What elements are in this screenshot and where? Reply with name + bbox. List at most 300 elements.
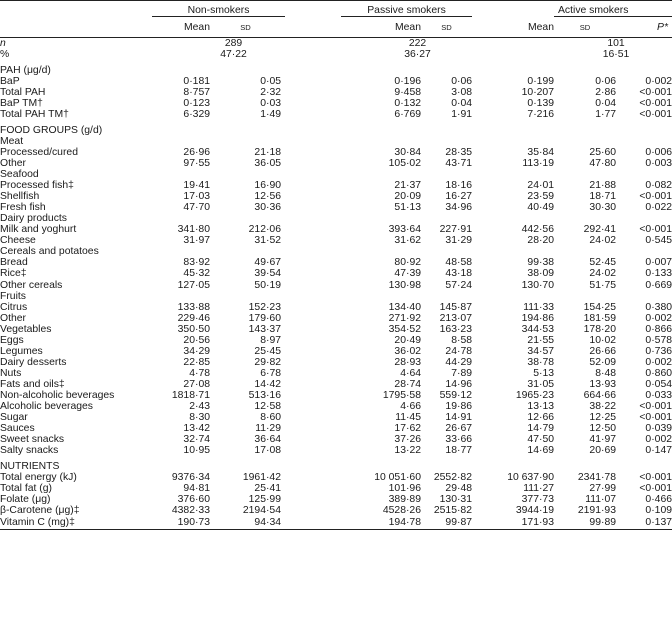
value-cell: 11·45: [395, 412, 421, 424]
value-cell: 3944·19: [515, 505, 554, 517]
value-cell: 34·96: [445, 202, 472, 214]
value-cell: 0·866: [645, 323, 672, 335]
spacer: [285, 346, 341, 357]
value-cell: 9376·34: [171, 472, 210, 484]
value-cell: 271·92: [388, 312, 421, 324]
value-cell: 154·25: [583, 301, 616, 313]
value-cell: 34·29: [183, 345, 210, 357]
value-cell: 212·06: [248, 224, 281, 236]
value-cell: 17·62: [394, 423, 421, 435]
value-cell: 134·40: [388, 301, 421, 313]
row-label: Folate (μg): [0, 494, 51, 506]
table-row: [0, 257, 672, 268]
table-body: [0, 1, 672, 530]
table-row: [0, 191, 672, 202]
value-cell: 27·99: [589, 483, 616, 495]
spacer: [285, 412, 341, 423]
table-row: [0, 109, 672, 120]
value-cell: 0·860: [645, 367, 672, 379]
value-cell: 36·64: [254, 434, 281, 446]
value-cell: 0·006: [645, 146, 672, 158]
row-label: Salty snacks: [0, 445, 59, 457]
value-cell: 130·70: [521, 279, 554, 291]
category-row: [0, 291, 672, 302]
value-cell: 0·002: [645, 312, 672, 324]
value-cell: 2515·82: [433, 505, 472, 517]
value-cell: 0·380: [645, 301, 672, 313]
table-row: [0, 335, 672, 346]
value-cell: 194·78: [388, 516, 421, 528]
row-label: Other: [0, 158, 26, 170]
value-cell: 4382·33: [171, 505, 210, 517]
spacer: [285, 335, 341, 346]
row-label: Sugar: [0, 412, 28, 424]
value-cell: 7·216: [527, 108, 554, 120]
row-label: Total PAH: [0, 86, 46, 98]
value-cell: 36·02: [394, 345, 421, 357]
value-cell: 43·18: [445, 268, 472, 280]
value-cell: 190·73: [177, 516, 210, 528]
value-cell: 27·08: [183, 378, 210, 390]
value-cell: 1·91: [451, 108, 472, 120]
row-label: %: [0, 48, 10, 60]
value-cell: 97·55: [183, 158, 210, 170]
value-cell: 21·55: [527, 334, 554, 346]
value-cell: 229·46: [177, 312, 210, 324]
row-label: Seafood: [0, 169, 39, 181]
value-cell: 0·137: [645, 516, 672, 528]
col-p-value: P*: [657, 21, 668, 33]
value-cell: 0·05: [260, 75, 281, 87]
table-row: [0, 357, 672, 368]
value-cell: 8·757: [183, 86, 210, 98]
row-label: Milk and yoghurt: [0, 224, 77, 236]
group-active-smokers: Active smokers: [554, 5, 672, 17]
value-cell: <0·001: [639, 472, 672, 484]
value-cell: 4·66: [400, 401, 421, 413]
spacer: [285, 302, 341, 313]
spacer: [285, 423, 341, 434]
value-cell: 38·22: [589, 401, 616, 413]
value-cell: 0·002: [645, 75, 672, 87]
value-cell: 0·022: [645, 202, 672, 214]
value-cell: 6·78: [260, 367, 281, 379]
value-cell: 227·91: [439, 224, 472, 236]
value-cell: 21·37: [394, 180, 421, 192]
value-cell: 29·48: [445, 483, 472, 495]
value-cell: 29·82: [254, 356, 281, 368]
value-cell: 99·87: [445, 516, 472, 528]
table-row: [0, 434, 672, 445]
value-cell: 0·04: [451, 97, 472, 109]
value-cell: 24·78: [445, 345, 472, 357]
row-label: Fruits: [0, 290, 26, 302]
spacer: [285, 235, 341, 246]
value-cell: 28·93: [394, 356, 421, 368]
spacer: [285, 202, 341, 213]
section-title: NUTRIENTS: [0, 461, 60, 473]
value-cell: 10·207: [521, 86, 554, 98]
group-value: 222: [408, 37, 427, 49]
value-cell: 17·03: [183, 191, 210, 203]
table-row: [0, 313, 672, 324]
value-cell: 33·66: [445, 434, 472, 446]
table-row: [0, 202, 672, 213]
value-cell: 0·003: [645, 158, 672, 170]
value-cell: 52·09: [589, 356, 616, 368]
value-cell: 6·329: [183, 108, 210, 120]
row-label: Fats and oils‡: [0, 378, 65, 390]
value-cell: 5·13: [533, 367, 554, 379]
value-cell: 113·19: [522, 158, 554, 170]
value-cell: 0·196: [394, 75, 421, 87]
value-cell: 171·93: [521, 516, 554, 528]
value-cell: <0·001: [639, 108, 672, 120]
value-cell: 28·74: [394, 378, 421, 390]
value-cell: 354·52: [388, 323, 421, 335]
row-label: Cheese: [0, 235, 36, 247]
value-cell: 181·59: [583, 312, 616, 324]
table-row: [0, 324, 672, 335]
spacer: [285, 224, 341, 235]
row-label: Processed/cured: [0, 146, 78, 158]
value-cell: 28·20: [527, 235, 554, 247]
table-row: [0, 505, 672, 516]
table-row: [0, 445, 672, 456]
value-cell: 31·05: [527, 378, 554, 390]
value-cell: 1961·42: [242, 472, 281, 484]
row-label: Dairy desserts: [0, 356, 67, 368]
value-cell: 30·84: [394, 146, 421, 158]
value-cell: 0·147: [645, 445, 672, 457]
row-label: Nuts: [0, 367, 22, 379]
row-label: Shellfish: [0, 191, 40, 203]
value-cell: 0·002: [645, 356, 672, 368]
row-label: Meat: [0, 135, 24, 147]
table-row: [0, 98, 672, 109]
value-cell: 8·60: [260, 412, 281, 424]
row-label: Other: [0, 312, 26, 324]
value-cell: 16·90: [254, 180, 281, 192]
spacer: [472, 49, 554, 60]
value-cell: 377·73: [521, 494, 554, 506]
row-label: Cereals and potatoes: [0, 246, 99, 258]
value-cell: 26·96: [183, 146, 210, 158]
spacer: [285, 280, 341, 291]
spacer: [285, 109, 341, 120]
value-cell: <0·001: [639, 412, 672, 424]
value-cell: 130·31: [439, 494, 472, 506]
group-value: 16·51: [602, 48, 630, 60]
value-cell: 8·48: [595, 367, 616, 379]
value-cell: 25·45: [254, 345, 281, 357]
category-row: [0, 213, 672, 224]
value-cell: 105·02: [388, 158, 421, 170]
value-cell: 10·95: [183, 445, 210, 457]
value-cell: 1818·71: [171, 390, 210, 401]
value-cell: 2·43: [189, 401, 210, 413]
value-cell: 83·92: [183, 257, 210, 269]
value-cell: 20·69: [589, 445, 616, 457]
value-cell: 14·79: [527, 423, 554, 435]
value-cell: 51·13: [394, 202, 421, 214]
value-cell: 0·03: [260, 97, 281, 109]
value-cell: 10 051·60: [374, 472, 421, 484]
table-row: [0, 517, 672, 528]
value-cell: 341·80: [177, 224, 210, 236]
value-cell: 19·41: [183, 180, 210, 192]
row-label: Non-alcoholic beverages: [0, 390, 115, 401]
pct-row: [0, 49, 672, 60]
row-label: Sauces: [0, 423, 35, 435]
value-cell: 0·669: [645, 279, 672, 291]
value-cell: 10 637·90: [507, 472, 554, 484]
col-sd: SD: [441, 22, 452, 32]
value-cell: 213·07: [439, 312, 472, 324]
row-label: Vitamin C (mg)‡: [0, 516, 75, 528]
value-cell: 13·42: [183, 423, 210, 435]
value-cell: 0·054: [645, 378, 672, 390]
value-cell: 13·13: [527, 401, 554, 413]
value-cell: 0·082: [645, 180, 672, 192]
spacer: [285, 517, 341, 528]
value-cell: 25·41: [254, 483, 281, 495]
value-cell: 2191·93: [577, 505, 616, 517]
value-cell: 39·54: [254, 268, 281, 280]
value-cell: 8·58: [451, 334, 472, 346]
value-cell: 0·133: [645, 268, 672, 280]
row-label: Dairy products: [0, 213, 67, 225]
row-label: Alcoholic beverages: [0, 401, 93, 413]
value-cell: 99·89: [589, 516, 616, 528]
value-cell: 47·39: [394, 268, 421, 280]
column-header-row: [0, 17, 672, 33]
value-cell: 1795·58: [382, 390, 421, 401]
spacer: [285, 257, 341, 268]
row-label: Rice‡: [0, 268, 27, 280]
value-cell: 111·27: [523, 483, 554, 495]
group-value: 47·22: [220, 48, 247, 60]
value-cell: 2341·78: [577, 472, 616, 484]
group-value: 36·27: [404, 48, 431, 60]
value-cell: 8·97: [260, 334, 281, 346]
value-cell: <0·001: [639, 224, 672, 236]
value-cell: 99·38: [527, 257, 554, 269]
value-cell: 47·70: [183, 202, 210, 214]
value-cell: 45·32: [183, 268, 210, 280]
value-cell: 94·81: [183, 483, 210, 495]
value-cell: 52·45: [589, 257, 616, 269]
value-cell: 14·91: [445, 412, 472, 424]
value-cell: 80·92: [394, 257, 421, 269]
value-cell: 31·52: [254, 235, 281, 247]
value-cell: 14·69: [527, 445, 554, 457]
value-cell: 0·007: [645, 257, 672, 269]
value-cell: <0·001: [639, 483, 672, 495]
table-row: [0, 268, 672, 279]
row-label: Other cereals: [0, 279, 63, 291]
value-cell: 47·80: [589, 158, 616, 170]
row-label: Bread: [0, 257, 28, 269]
value-cell: 28·35: [445, 146, 472, 158]
value-cell: 393·64: [388, 224, 421, 236]
col-sd: SD: [579, 22, 591, 32]
spacer: [285, 37, 341, 49]
group-header-row: [0, 5, 672, 17]
value-cell: 6·769: [394, 108, 421, 120]
table-row: [0, 147, 672, 158]
value-cell: 31·29: [445, 235, 472, 247]
value-cell: 2·32: [260, 86, 281, 98]
table-row: [0, 346, 672, 357]
spacer: [285, 368, 341, 379]
table-row: [0, 368, 672, 379]
value-cell: 35·84: [527, 146, 554, 158]
value-cell: 57·24: [445, 279, 472, 291]
value-cell: 18·77: [445, 445, 472, 457]
value-cell: 30·36: [254, 202, 281, 214]
value-cell: 513·16: [248, 390, 281, 401]
value-cell: 41·97: [589, 434, 616, 446]
value-cell: 1·49: [260, 108, 281, 120]
row-label: Fresh fish: [0, 202, 46, 214]
value-cell: 14·96: [445, 378, 472, 390]
value-cell: 0·06: [451, 75, 472, 87]
value-cell: 130·98: [388, 279, 421, 291]
value-cell: 350·50: [177, 323, 210, 335]
category-row: [0, 169, 672, 180]
value-cell: 11·29: [255, 423, 281, 435]
value-cell: 145·87: [439, 301, 472, 313]
value-cell: 48·58: [445, 257, 472, 269]
n-row: [0, 37, 672, 49]
value-cell: 0·545: [645, 235, 672, 247]
value-cell: 442·56: [521, 224, 554, 236]
value-cell: 20·09: [394, 191, 421, 203]
value-cell: 152·23: [248, 301, 281, 313]
value-cell: 0·002: [645, 434, 672, 446]
value-cell: 194·86: [521, 312, 554, 324]
value-cell: 37·26: [394, 434, 421, 446]
value-cell: 25·60: [589, 146, 616, 158]
value-cell: 36·05: [254, 158, 281, 170]
value-cell: 34·57: [527, 345, 554, 357]
value-cell: 38·09: [527, 268, 554, 280]
value-cell: 3·08: [451, 86, 472, 98]
table-row: [0, 87, 672, 98]
value-cell: 0·139: [527, 97, 554, 109]
value-cell: 1·77: [595, 108, 616, 120]
col-mean: Mean: [395, 21, 421, 33]
value-cell: <0·001: [639, 97, 672, 109]
table-row: [0, 379, 672, 390]
section-title-row: [0, 65, 672, 76]
section-title: PAH (μg/d): [0, 64, 51, 76]
value-cell: 31·97: [183, 235, 210, 247]
spacer: [285, 49, 341, 60]
spacer: [285, 87, 341, 98]
spacer: [285, 191, 341, 202]
value-cell: 0·466: [645, 494, 672, 506]
value-cell: 0·109: [645, 505, 672, 517]
table-row: [0, 472, 672, 483]
row-label: Processed fish‡: [0, 180, 74, 192]
value-cell: 47·50: [527, 434, 554, 446]
row-label: Total PAH TM†: [0, 108, 69, 120]
value-cell: 0·181: [183, 75, 210, 87]
spacer: [285, 401, 341, 412]
group-non-smokers: Non-smokers: [152, 5, 285, 17]
table-row: [0, 302, 672, 313]
value-cell: 664·66: [583, 390, 616, 401]
value-cell: <0·001: [639, 401, 672, 413]
table-row: [0, 158, 672, 169]
row-label: β-Carotene (μg)‡: [0, 505, 80, 517]
table-row: [0, 494, 672, 505]
value-cell: 24·02: [589, 235, 616, 247]
spacer: [285, 390, 341, 401]
value-cell: 14·42: [254, 378, 281, 390]
row-label: BaP: [0, 75, 20, 87]
row-label: BaP TM†: [0, 97, 43, 109]
table-row: [0, 423, 672, 434]
table-row: [0, 76, 672, 87]
value-cell: 2194·54: [242, 505, 281, 517]
value-cell: 4·78: [189, 367, 210, 379]
spacer: [285, 268, 341, 279]
group-value: 289: [224, 37, 243, 49]
value-cell: 44·29: [445, 356, 472, 368]
value-cell: 4·64: [400, 367, 421, 379]
category-row: [0, 136, 672, 147]
spacer: [285, 505, 341, 516]
row-label: Eggs: [0, 334, 24, 346]
table-row: [0, 180, 672, 191]
spacer: [285, 180, 341, 191]
value-cell: 389·89: [388, 494, 421, 506]
value-cell: 38·78: [527, 356, 554, 368]
value-cell: 125·99: [248, 494, 281, 506]
table-row: [0, 235, 672, 246]
value-cell: 13·22: [394, 445, 421, 457]
spacer: [285, 494, 341, 505]
value-cell: 1965·23: [515, 390, 554, 401]
value-cell: <0·001: [639, 86, 672, 98]
value-cell: 133·88: [177, 301, 210, 313]
value-cell: 0·578: [645, 334, 672, 346]
value-cell: 163·23: [439, 323, 472, 335]
value-cell: 376·60: [177, 494, 210, 506]
value-cell: 23·59: [527, 191, 554, 203]
value-cell: 26·66: [589, 345, 616, 357]
value-cell: 344·53: [521, 323, 554, 335]
value-cell: 24·02: [589, 268, 616, 280]
value-cell: 30·30: [589, 202, 616, 214]
value-cell: 0·132: [394, 97, 421, 109]
value-cell: 50·19: [254, 279, 281, 291]
value-cell: 17·08: [254, 445, 281, 457]
value-cell: 32·74: [183, 434, 210, 446]
value-cell: 2552·82: [433, 472, 472, 484]
spacer: [285, 434, 341, 445]
value-cell: 111·07: [585, 494, 616, 506]
spacer: [472, 37, 554, 49]
value-cell: <0·001: [639, 191, 672, 203]
value-cell: 0·199: [527, 75, 554, 87]
value-cell: 20·49: [394, 334, 421, 346]
value-cell: 4528·26: [382, 505, 421, 517]
spacer: [285, 472, 341, 483]
